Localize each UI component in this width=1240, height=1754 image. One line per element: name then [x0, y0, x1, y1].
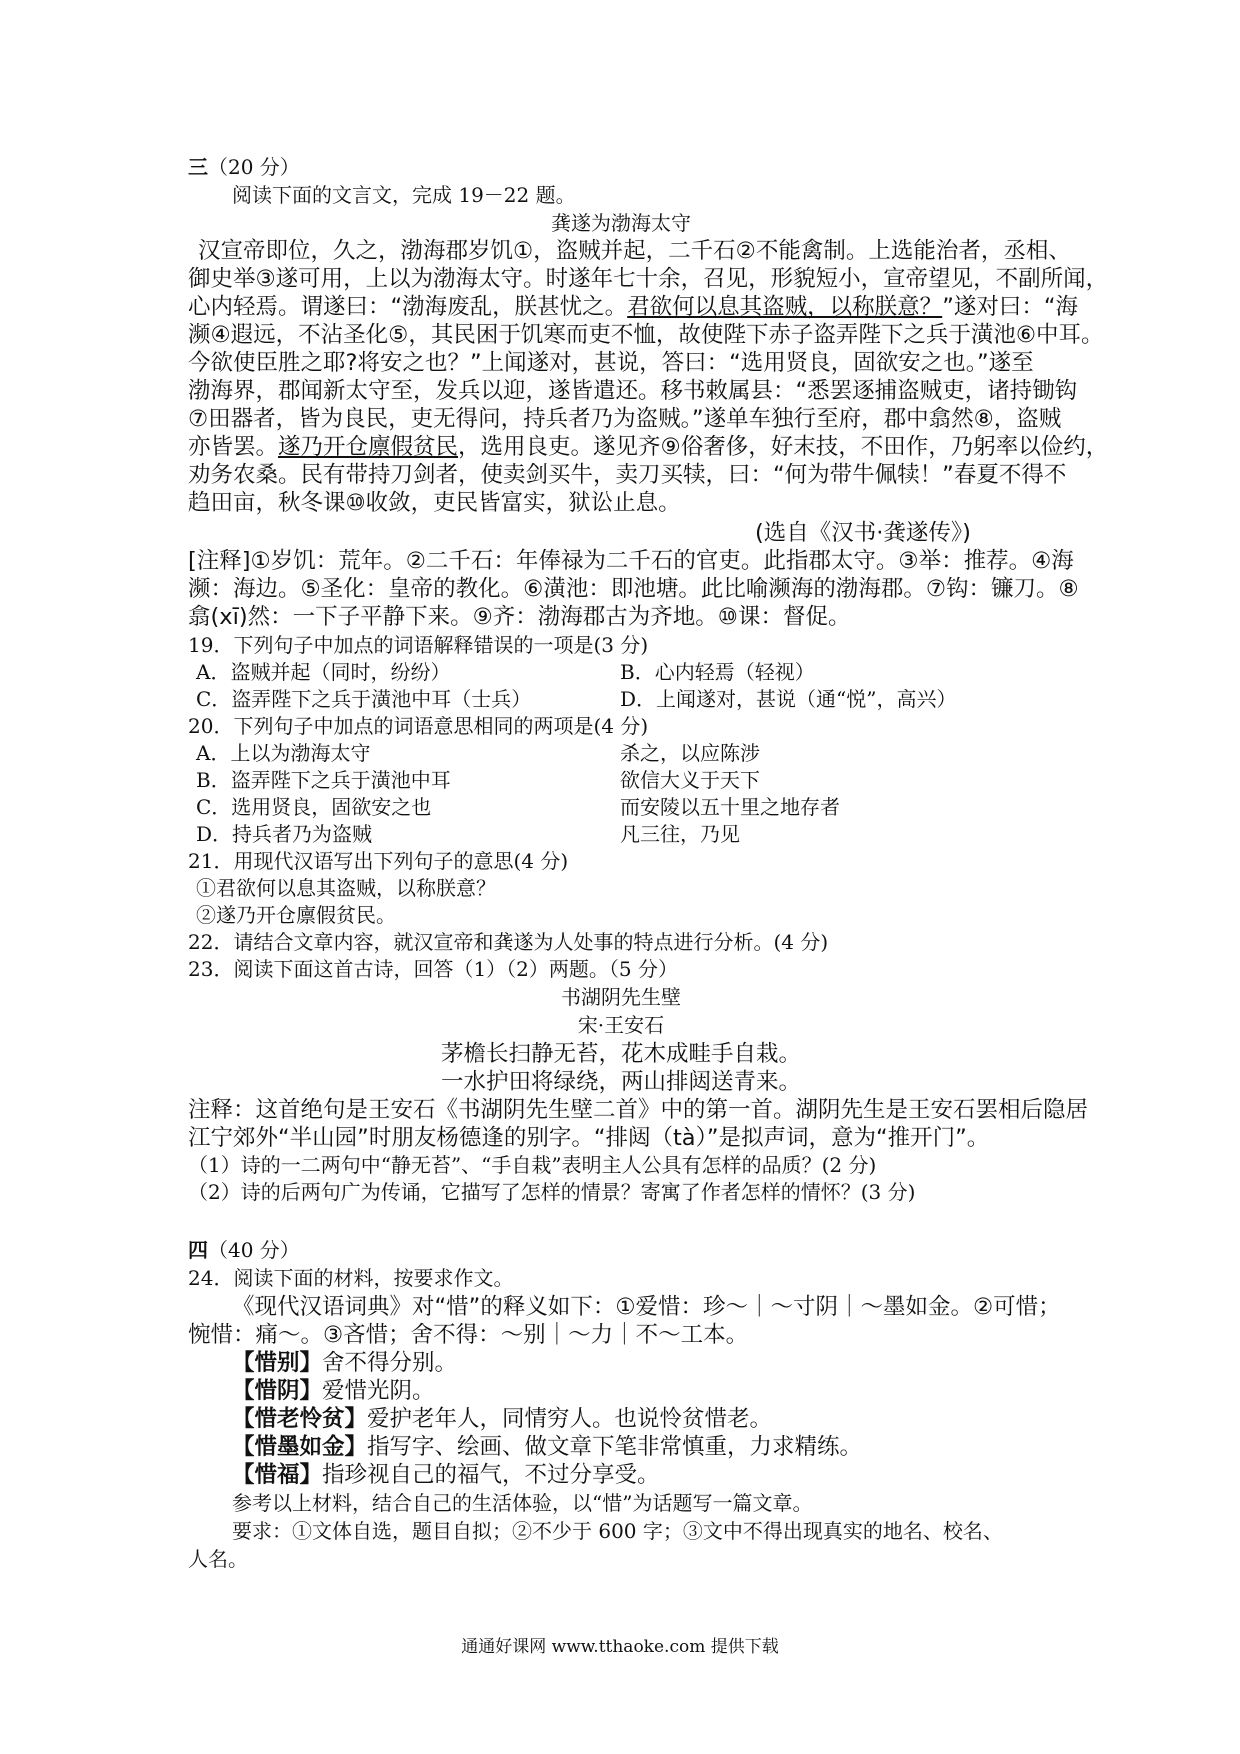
- passage-line: 御史举③遂可用，上以为渤海太守。时遂年七十余，召见，形貌短小，宣帝望见，不副所闻，: [188, 266, 1109, 292]
- essay-requirements-cont: 人名。: [188, 1547, 248, 1571]
- passage-source: (选自《汉书·龚遂传》): [755, 520, 971, 546]
- q19-option-d: D．上闻遂对，甚说（通“悦”，高兴）: [620, 687, 957, 711]
- poem-note-line: 江宁郊外“半山园”时朋友杨德逢的别字。“排闼（tà）”是拟声词，意为“推开门”。: [188, 1125, 990, 1151]
- passage-text: 心内轻焉。谓遂曰：“渤海废乱，朕甚忧之。: [188, 294, 628, 320]
- section-4-number: 四: [188, 1238, 208, 1262]
- passage-line: 渤海界，郡闻新太守至，发兵以迎，遂皆遣还。移书敕属县：“悉罢逐捕盗贼吏，诸持锄钩: [188, 378, 1078, 404]
- entry-word: 【惜墨如金】: [232, 1434, 368, 1460]
- note-line: [注释]①岁饥：荒年。②二千石：年俸禄为二千石的官吏。此指郡太守。③举：推荐。④海: [188, 548, 1074, 574]
- passage-text: ，选用良吏。遂见齐⑨俗奢侈，好末技，不田作，乃躬率以俭约，: [458, 434, 1109, 460]
- passage-line: ⑦田器者，皆为良民，吏无得问，持兵者乃为盗贼。”遂单车独行至府，郡中翕然⑧，盗贼: [188, 406, 1062, 432]
- entry-meaning: 爱惜光阴。: [322, 1378, 435, 1404]
- material-line: 惋惜：痛～。③吝惜；舍不得：～别｜～力｜不～工本。: [188, 1322, 749, 1348]
- q20-option-d-left: D．持兵者乃为盗贼: [196, 822, 373, 846]
- section-4-score: （40 分）: [208, 1238, 300, 1262]
- q21-item-2: ②遂乃开仓廪假贫民。: [196, 903, 396, 927]
- entry-meaning: 指写字、绘画、做文章下笔非常慎重，力求精练。: [367, 1434, 863, 1460]
- q20-option-d-right: 凡三往，乃见: [620, 822, 740, 846]
- passage-line: 劝务农桑。民有带持刀剑者，使卖剑买牛，卖刀买犊，曰：“何为带牛佩犊！”春夏不得不: [188, 462, 1067, 488]
- poem-line: 一水护田将绿绕，两山排闼送青来。: [440, 1069, 801, 1095]
- q23-sub-1: （1）诗的一二两句中“静无苔”、“手自栽”表明主人公具有怎样的品质？(2 分): [188, 1153, 877, 1177]
- passage-title: 龚遂为渤海太守: [551, 211, 691, 235]
- entry-word: 【惜阴】: [232, 1378, 323, 1404]
- passage-text: ”遂对曰：“海: [942, 294, 1079, 320]
- passage-line: 汉宣帝即位，久之，渤海郡岁饥①，盗贼并起，二千石②不能禽制。上选能治者，丞相、: [198, 238, 1071, 264]
- note-line: 翕(xī)然：一下子平静下来。⑨齐：渤海郡古为齐地。⑩课：督促。: [188, 604, 851, 630]
- essay-prompt: 参考以上材料，结合自己的生活体验，以“惜”为话题写一篇文章。: [232, 1491, 813, 1515]
- section-4-heading: [188, 1234, 300, 1263]
- entry-word: 【惜福】: [232, 1462, 323, 1488]
- q19-option-c: C．盗弄陛下之兵于潢池中耳（士兵）: [196, 687, 532, 711]
- entry-meaning: 指珍视自己的福气，不过分享受。: [322, 1462, 660, 1488]
- poem-title: 书湖阴先生壁: [561, 985, 681, 1009]
- dictionary-entry: [232, 1457, 660, 1489]
- passage-text: 亦皆罢。: [188, 434, 279, 460]
- entry-meaning: 舍不得分别。: [322, 1350, 458, 1376]
- q23-sub-2: （2）诗的后两句广为传诵，它描写了怎样的情景？寄寓了作者怎样的情怀？(3 分): [188, 1180, 916, 1204]
- q21-item-1: ①君欲何以息其盗贼，以称朕意？: [196, 876, 496, 900]
- entry-meaning: 爱护老年人，同情穷人。也说怜贫惜老。: [367, 1406, 773, 1432]
- q19-option-a: A．盗贼并起（同时，纷纷）: [196, 660, 451, 684]
- essay-requirements: 要求：①文体自选，题目自拟；②不少于 600 字；③文中不得出现真实的地名、校名、: [232, 1519, 1003, 1543]
- entry-word: 【惜老怜贫】: [232, 1406, 368, 1432]
- q20-option-c-right: 而安陵以五十里之地存者: [620, 795, 840, 819]
- q20-option-c-left: C．选用贤良，固欲安之也: [196, 795, 432, 819]
- passage-line: 今欲使臣胜之耶?将安之也？”上闻遂对，甚说，答曰：“选用贤良，固欲安之也。”遂至: [188, 350, 1034, 376]
- q20-option-b-left: B．盗弄陛下之兵于潢池中耳: [196, 768, 451, 792]
- section-3-instruction: 阅读下面的文言文，完成 19－22 题。: [232, 183, 576, 207]
- underlined-sentence: 君欲何以息其盗贼，以称朕意？: [627, 294, 943, 320]
- question-20: 20．下列句子中加点的词语意思相同的两项是(4 分): [188, 714, 649, 738]
- material-line: 《现代汉语词典》对“惜”的释义如下：①爱惜：珍～｜～寸阴｜～墨如金。②可惜；: [232, 1294, 1061, 1320]
- note-line: 濒：海边。⑤圣化：皇帝的教化。⑥潢池：即池塘。此比喻濒海的渤海郡。⑦钩：镰刀。⑧: [188, 576, 1079, 602]
- passage-line: 濒④遐远，不沾圣化⑤，其民困于饥寒而吏不恤，故使陛下赤子盗弄陛下之兵于潢池⑥中耳。: [188, 322, 1104, 348]
- question-24: 24．阅读下面的材料，按要求作文。: [188, 1266, 514, 1290]
- poem-note-line: 注释：这首绝句是王安石《书湖阴先生壁二首》中的第一首。湖阴先生是王安石罢相后隐居: [188, 1097, 1089, 1123]
- q20-option-b-right: 欲信大义于天下: [620, 768, 760, 792]
- q20-option-a-right: 杀之，以应陈涉: [620, 741, 760, 765]
- section-3-heading: [188, 151, 300, 180]
- section-3-score: （20 分）: [208, 155, 300, 179]
- question-22: 22．请结合文章内容，就汉宣帝和龚遂为人处事的特点进行分析。(4 分): [188, 930, 829, 954]
- entry-word: 【惜别】: [232, 1350, 323, 1376]
- section-3-number: 三: [188, 155, 208, 179]
- q20-option-a-left: A．上以为渤海太守: [196, 741, 371, 765]
- q19-option-b: B．心内轻焉（轻视）: [620, 660, 815, 684]
- page-footer: 通通好课网 www.tthaoke.com 提供下载: [461, 1637, 779, 1657]
- underlined-sentence: 遂乃开仓廪假贫民: [278, 434, 459, 460]
- poem-line: 茅檐长扫静无苔，花木成畦手自栽。: [440, 1041, 801, 1067]
- question-21: 21．用现代汉语写出下列句子的意思(4 分): [188, 849, 569, 873]
- poem-author: 宋·王安石: [577, 1013, 665, 1037]
- question-19: 19．下列句子中加点的词语解释错误的一项是(3 分): [188, 633, 649, 657]
- passage-line: 趋田亩，秋冬课⑩收敛，吏民皆富实，狱讼止息。: [188, 490, 681, 516]
- question-23: 23．阅读下面这首古诗，回答（1）（2）两题。（5 分）: [188, 957, 678, 981]
